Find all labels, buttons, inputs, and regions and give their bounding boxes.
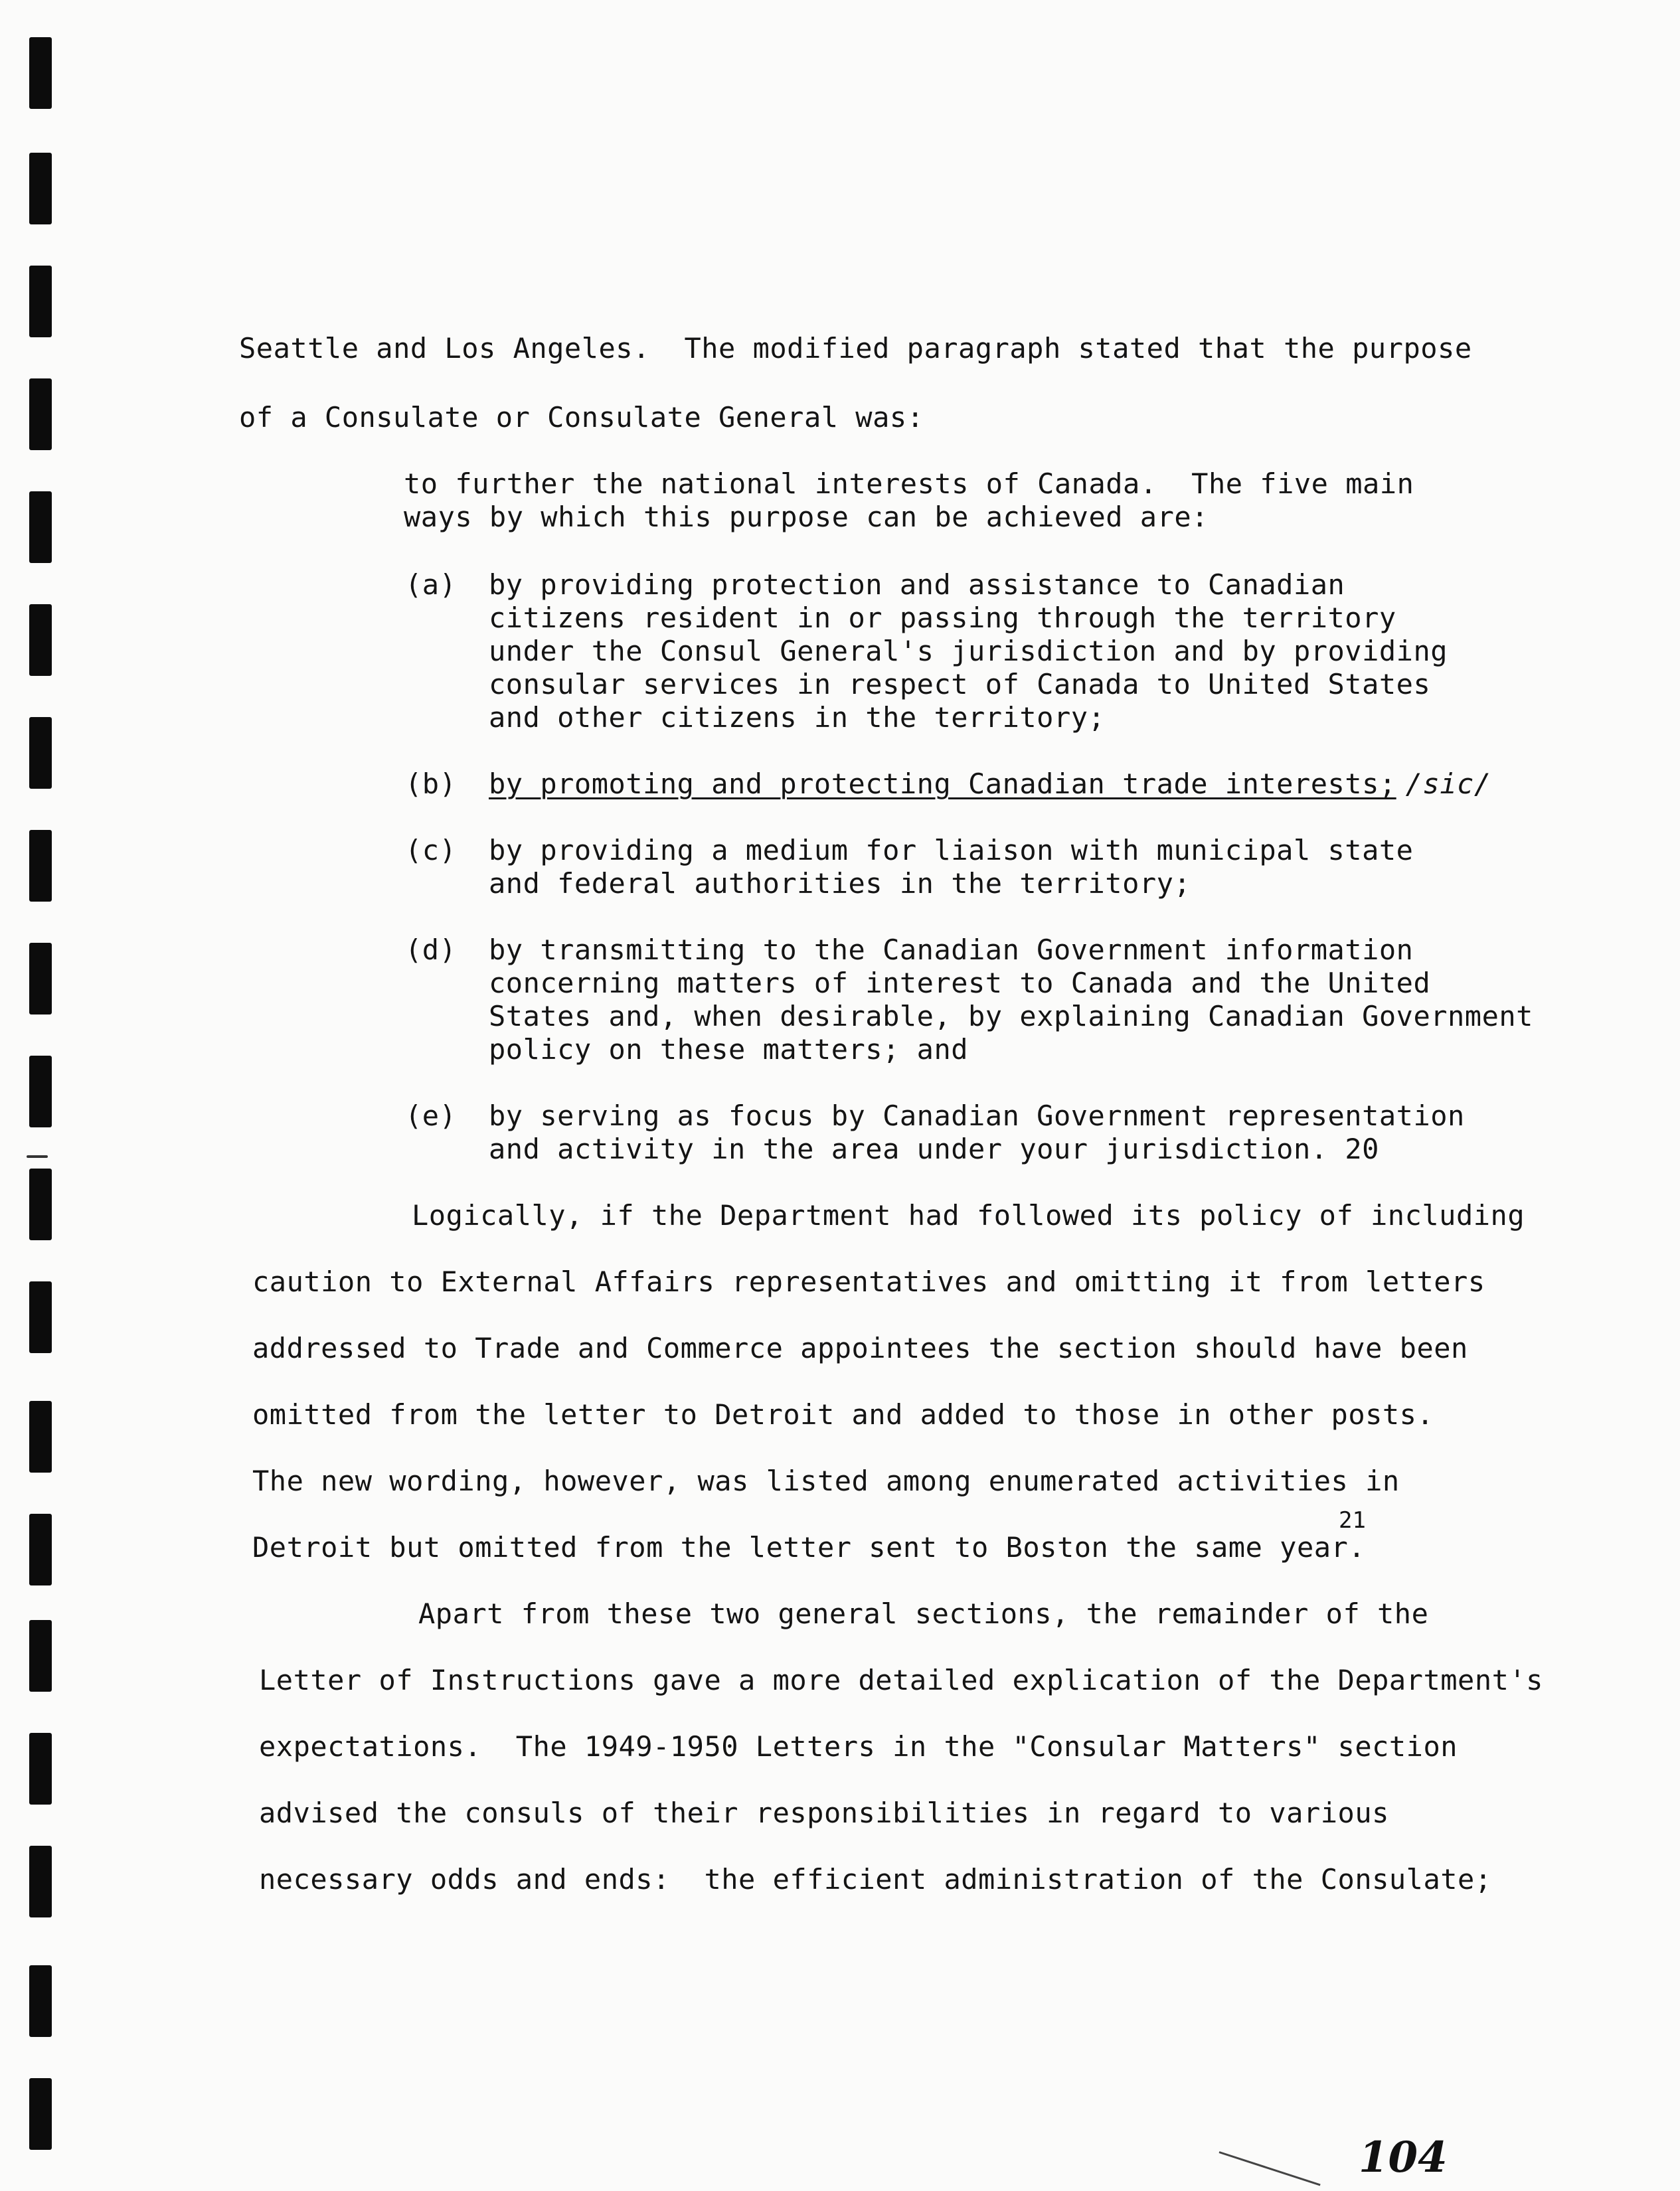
punch-mark bbox=[29, 37, 52, 109]
punch-mark bbox=[29, 266, 52, 337]
punch-mark bbox=[29, 1620, 52, 1692]
page-number: 104 bbox=[1359, 2133, 1448, 2182]
punch-mark bbox=[29, 1965, 52, 2037]
list-item-line: under the Consul General's jurisdiction and by providing bbox=[489, 635, 1448, 667]
text-line: Logically, if the Department had followed its policy of including bbox=[412, 1199, 1525, 1232]
list-item-line: by providing protection and assistance to Canadian bbox=[489, 568, 1345, 601]
punch-mark bbox=[29, 1281, 52, 1353]
list-item-line: consular services in respect of Canada to United States bbox=[489, 668, 1431, 700]
list-item-line: by serving as focus by Canadian Government representation bbox=[489, 1099, 1465, 1132]
list-item-line: concerning matters of interest to Canada and the United bbox=[489, 967, 1431, 999]
text-line: Letter of Instructions gave a more detailed explication of the Department's bbox=[259, 1664, 1543, 1696]
punch-mark bbox=[29, 1514, 52, 1585]
punch-mark bbox=[29, 1169, 52, 1240]
list-item-line bbox=[489, 768, 1491, 801]
footnote-marker: 20 bbox=[1345, 1133, 1379, 1165]
punch-mark bbox=[29, 830, 52, 902]
list-item-label: (a) bbox=[405, 568, 457, 601]
punch-mark bbox=[29, 1401, 52, 1473]
punch-mark bbox=[29, 1846, 52, 1917]
list-item-line bbox=[489, 1133, 1379, 1166]
list-item-line: and federal authorities in the territory; bbox=[489, 867, 1191, 900]
punch-mark bbox=[29, 153, 52, 224]
sic-annotation: /sic/ bbox=[1405, 768, 1491, 800]
list-item-label: (c) bbox=[405, 834, 457, 866]
list-item-label: (b) bbox=[405, 768, 457, 800]
text-line: omitted from the letter to Detroit and added to those in other posts. bbox=[252, 1398, 1434, 1431]
text-line: caution to External Affairs representatives and omitting it from letters bbox=[252, 1265, 1485, 1298]
punch-mark bbox=[29, 943, 52, 1014]
text-line: Apart from these two general sections, the remainder of the bbox=[418, 1597, 1429, 1630]
text-line: Seattle and Los Angeles. The modified paragraph stated that the purpose bbox=[239, 332, 1472, 365]
punch-mark bbox=[29, 378, 52, 450]
list-item-line: by providing a medium for liaison with municipal state bbox=[489, 834, 1414, 866]
punch-mark bbox=[29, 2078, 52, 2150]
list-item-line: by transmitting to the Canadian Government information bbox=[489, 933, 1414, 966]
list-item-line: citizens resident in or passing through the territory bbox=[489, 602, 1396, 634]
underlined-text: by promoting and protecting Canadian trade interests; bbox=[489, 768, 1396, 800]
punch-mark bbox=[29, 717, 52, 789]
punch-tick bbox=[27, 1155, 48, 1158]
footnote-marker: 21 bbox=[1339, 1507, 1366, 1534]
text-line: Detroit but omitted from the letter sent to Boston the same year. bbox=[252, 1531, 1366, 1564]
quote-line: to further the national interests of Canada. The five main bbox=[404, 467, 1414, 500]
list-item-label: (d) bbox=[405, 933, 457, 966]
text-line: addressed to Trade and Commerce appointees the section should have been bbox=[252, 1332, 1468, 1364]
punch-mark bbox=[29, 1056, 52, 1127]
list-item-line-text: and activity in the area under your jurisdiction. bbox=[489, 1133, 1328, 1165]
list-item-label: (e) bbox=[405, 1099, 457, 1132]
text-line: advised the consuls of their responsibilities in regard to various bbox=[259, 1797, 1389, 1829]
text-line: expectations. The 1949-1950 Letters in the "Consular Matters" section bbox=[259, 1730, 1458, 1763]
list-item-line: States and, when desirable, by explaining Canadian Government bbox=[489, 1000, 1533, 1032]
punch-mark bbox=[29, 1733, 52, 1805]
quote-line: ways by which this purpose can be achieved are: bbox=[404, 501, 1209, 533]
pen-stroke bbox=[1219, 2151, 1321, 2186]
punch-mark bbox=[29, 604, 52, 676]
list-item-line: policy on these matters; and bbox=[489, 1033, 969, 1066]
list-item-line: and other citizens in the territory; bbox=[489, 701, 1106, 734]
punch-mark bbox=[29, 491, 52, 563]
text-line: necessary odds and ends: the efficient administration of the Consulate; bbox=[259, 1863, 1492, 1896]
text-line: The new wording, however, was listed among enumerated activities in bbox=[252, 1465, 1400, 1497]
text-line: of a Consulate or Consulate General was: bbox=[239, 401, 924, 434]
